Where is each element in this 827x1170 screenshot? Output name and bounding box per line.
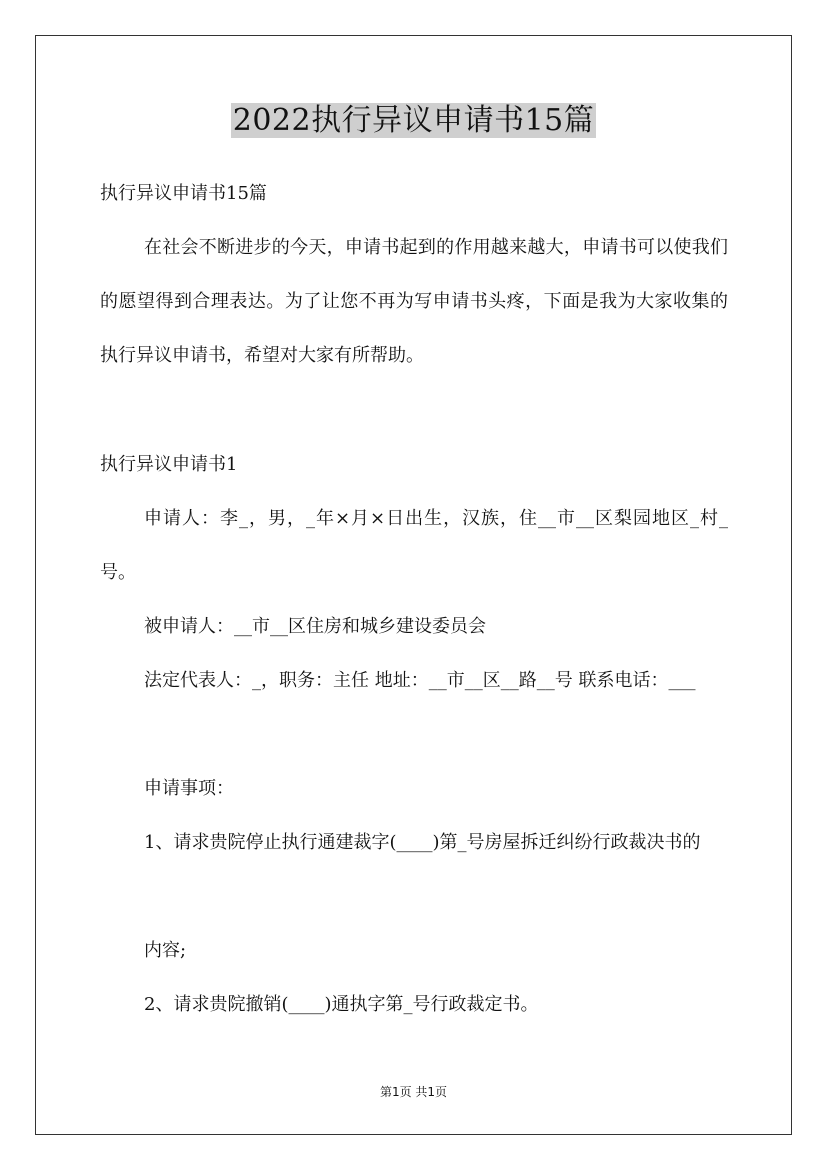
legal-rep-paragraph: 法定代表人：_，职务：主任 地址：__市__区__路__号 联系电话：___ bbox=[144, 670, 696, 691]
intro-paragraph: 在社会不断进步的今天，申请书起到的作用越来越大，申请书可以使我们的愿望得到合理表达。为了让您不再为写申请书头疼，下面是我为大家收集的执行异议申请书，希望对大家有所帮助。 bbox=[100, 237, 728, 366]
subtitle: 执行异议申请书15篇 bbox=[100, 183, 267, 204]
section-heading: 执行异议申请书1 bbox=[100, 454, 238, 475]
request-item-2: 2、请求贵院撤销(____)通执字第_号行政裁定书。 bbox=[144, 994, 539, 1015]
matters-heading: 申请事项： bbox=[144, 778, 234, 799]
page-footer: 第1页 共1页 bbox=[379, 1085, 448, 1099]
request-item-1: 1、请求贵院停止执行通建裁字(____)第_号房屋拆迁纠纷行政裁决书的 bbox=[144, 832, 701, 853]
document-title: 2022执行异议申请书15篇 bbox=[232, 103, 595, 138]
request-item-1-continued: 内容; bbox=[144, 940, 187, 961]
respondent-paragraph: 被申请人：__市__区住房和城乡建设委员会 bbox=[144, 616, 486, 637]
document-title-wrap bbox=[0, 100, 827, 142]
applicant-paragraph: 申请人：李_，男，_年×月×日出生，汉族，住__市__区梨园地区_村_号。 bbox=[100, 508, 728, 583]
